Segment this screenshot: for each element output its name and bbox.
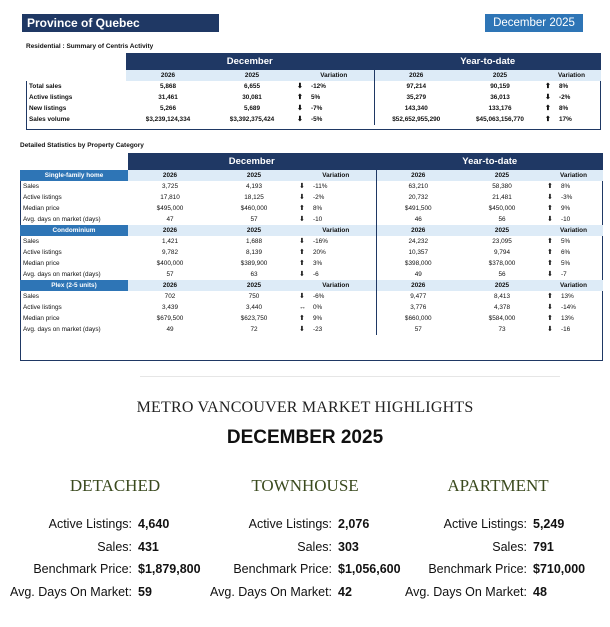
value-cell: 23,095	[492, 238, 512, 245]
variation-value: 8%	[313, 205, 323, 212]
value-cell: 47	[166, 216, 174, 223]
value-cell: 4,378	[494, 304, 510, 311]
value-cell: 9,782	[162, 249, 178, 256]
arrow-up-icon: ⬆	[547, 249, 553, 256]
value-cell: 63,210	[376, 181, 460, 192]
arrow-up-icon: ⬆	[547, 183, 553, 190]
value-cell: 21,481	[492, 194, 512, 201]
arrow-down-icon: ⬇	[299, 216, 305, 223]
table-row	[20, 302, 603, 313]
variation-value: 3%	[313, 260, 323, 267]
stat-active	[6, 517, 169, 531]
arrow-up-icon: ⬆	[545, 83, 551, 90]
column-header: Variation	[544, 170, 603, 181]
value-cell: 9,477	[376, 291, 460, 302]
table-row	[20, 203, 603, 214]
stat-value: $710,000	[533, 562, 586, 576]
value-cell: $660,000	[376, 313, 460, 324]
stat-benchmark	[210, 562, 401, 576]
variation-cell	[296, 181, 376, 192]
variation-value: -5%	[311, 116, 323, 123]
arrow-down-icon: ⬇	[297, 83, 303, 90]
stat-label: Avg. Days On Market:	[210, 584, 333, 599]
arrow-up-icon: ⬆	[299, 315, 305, 322]
row-label: Active listings	[29, 94, 73, 101]
arrow-down-icon: ⬇	[299, 271, 305, 278]
residential-section-title: Residential : Summary of Centris Activity	[26, 43, 154, 50]
value-cell: $460,000	[240, 205, 268, 212]
value-cell: 18,125	[244, 194, 264, 201]
stat-value: 2,076	[338, 517, 370, 531]
column-header: 2026	[376, 225, 460, 236]
column-header: 2025	[460, 225, 544, 236]
variation-value: 8%	[561, 183, 571, 190]
value-cell: 1,421	[162, 238, 178, 245]
row-label: New listings	[29, 105, 67, 112]
arrow-down-icon: ⬇	[299, 326, 305, 333]
variation-value: -16	[561, 326, 571, 333]
value-cell: 143,340	[374, 103, 458, 114]
value-cell: 3,725	[162, 183, 178, 190]
value-cell: $389,900	[240, 260, 268, 267]
table-row	[20, 258, 603, 269]
group-header-december: December	[128, 153, 376, 170]
column-header: 2025	[212, 280, 296, 291]
table-row	[26, 103, 601, 114]
variation-cell	[544, 236, 603, 247]
value-cell: 8,413	[494, 293, 510, 300]
row-label: Median price	[23, 260, 60, 267]
row-label: Sales volume	[29, 116, 70, 123]
column-header: 2026	[128, 280, 212, 291]
value-cell: $45,063,156,770	[476, 116, 524, 123]
variation-value: -7	[561, 271, 567, 278]
stat-sales	[6, 540, 159, 554]
value-cell: $3,239,124,334	[145, 116, 191, 123]
arrow-down-icon: ⬇	[547, 326, 553, 333]
group-header-ytd: Year-to-date	[376, 153, 603, 170]
variation-value: 13%	[561, 293, 574, 300]
table-row	[20, 313, 603, 324]
value-cell: 49	[166, 326, 174, 333]
stat-value: 431	[138, 539, 159, 554]
stat-label: Sales:	[97, 539, 132, 554]
table-row	[20, 247, 603, 258]
variation-value: -12%	[311, 83, 326, 90]
stat-active	[210, 517, 369, 531]
stat-benchmark	[6, 562, 201, 576]
value-cell: 46	[376, 214, 460, 225]
stat-benchmark	[403, 562, 585, 576]
stat-label: Active Listings:	[248, 517, 332, 531]
table-row	[20, 269, 603, 280]
stat-value: 791	[533, 539, 554, 554]
variation-cell	[544, 192, 603, 203]
value-cell: $679,500	[156, 315, 184, 322]
value-cell: 17,810	[160, 194, 180, 201]
value-cell: $623,750	[240, 315, 268, 322]
category-header: Plex (2-5 units)	[20, 280, 128, 291]
variation-cell	[296, 324, 376, 335]
category-header: Single-family home	[20, 170, 128, 181]
variation-value: 20%	[313, 249, 326, 256]
stat-label: Avg. Days On Market:	[9, 584, 132, 599]
table-row	[26, 81, 601, 92]
variation-cell	[296, 291, 376, 302]
arrow-up-icon: ⬆	[547, 260, 553, 267]
variation-value: 8%	[559, 83, 569, 90]
property-type-heading: DETACHED	[69, 476, 161, 495]
variation-value: 5%	[561, 260, 571, 267]
value-cell: 1,688	[246, 238, 262, 245]
variation-value: 17%	[559, 116, 572, 123]
value-cell: 10,357	[376, 247, 460, 258]
table-row	[20, 291, 603, 302]
variation-value: 9%	[561, 205, 571, 212]
variation-value: 8%	[559, 105, 569, 112]
column-header: Variation	[544, 280, 603, 291]
variation-cell	[296, 236, 376, 247]
stat-value: 4,640	[138, 517, 170, 531]
variation-cell	[544, 258, 603, 269]
detailed-statistics-table	[20, 153, 603, 335]
variation-value: -2%	[313, 194, 325, 201]
arrow-up-icon: ⬆	[545, 116, 551, 123]
column-header: 2026	[126, 70, 210, 81]
variation-cell	[296, 247, 376, 258]
group-header-december: December	[126, 53, 374, 70]
arrow-up-icon: ⬆	[547, 315, 553, 322]
table-row	[20, 181, 603, 192]
arrow-up-icon: ⬆	[545, 105, 551, 112]
value-cell: 56	[498, 271, 506, 278]
group-header-ytd: Year-to-date	[374, 53, 601, 70]
value-cell: 20,732	[376, 192, 460, 203]
stat-dom	[6, 585, 152, 599]
variation-cell	[544, 247, 603, 258]
row-label: Sales	[23, 238, 39, 245]
value-cell: 5,689	[244, 105, 260, 112]
value-cell: 97,214	[374, 81, 458, 92]
column-header: 2025	[212, 225, 296, 236]
arrow-down-icon: ⬇	[547, 271, 553, 278]
variation-value: -10	[313, 216, 323, 223]
value-cell: 702	[164, 293, 176, 300]
row-label: Sales	[23, 293, 39, 300]
category-header-blank	[26, 70, 126, 81]
table-row	[26, 114, 601, 125]
stat-label: Benchmark Price:	[33, 562, 132, 576]
arrow-up-icon: ⬆	[299, 249, 305, 256]
column-header: 2025	[210, 70, 294, 81]
arrow-up-icon: ⬆	[547, 238, 553, 245]
property-type-heading: TOWNHOUSE	[251, 476, 359, 495]
value-cell: 133,176	[488, 105, 512, 112]
value-cell: 24,232	[376, 236, 460, 247]
column-header: Variation	[296, 170, 376, 181]
variation-cell	[544, 313, 603, 324]
stat-dom	[403, 585, 547, 599]
divider	[140, 376, 560, 377]
variation-cell	[542, 81, 601, 92]
value-cell: 6,655	[244, 83, 260, 90]
arrow-down-icon: ⬇	[299, 183, 305, 190]
arrow-down-icon: ⬇	[299, 293, 305, 300]
arrow-down-icon: ⬇	[297, 116, 303, 123]
value-cell: 57	[376, 324, 460, 335]
value-cell: $584,000	[488, 315, 516, 322]
stat-dom	[210, 585, 352, 599]
value-cell: 35,279	[374, 92, 458, 103]
variation-cell	[544, 324, 603, 335]
stat-label: Benchmark Price:	[233, 562, 332, 576]
value-cell: 8,139	[246, 249, 262, 256]
variation-cell	[544, 181, 603, 192]
table-row	[26, 92, 601, 103]
arrow-up-icon: ⬆	[299, 205, 305, 212]
row-label: Active listings	[23, 249, 62, 256]
value-cell: $398,000	[376, 258, 460, 269]
arrow-down-icon: ⬇	[545, 94, 551, 101]
variation-cell	[542, 103, 601, 114]
variation-value: 9%	[313, 315, 323, 322]
value-cell: 72	[250, 326, 258, 333]
variation-value: 13%	[561, 315, 574, 322]
column-header: Variation	[294, 70, 374, 81]
column-header: 2025	[460, 280, 544, 291]
stat-value: 48	[533, 584, 547, 599]
table-row	[20, 324, 603, 335]
stat-sales	[403, 540, 554, 554]
row-label: Avg. days on market (days)	[23, 271, 101, 278]
category-header: Condominium	[20, 225, 128, 236]
stat-active	[403, 517, 564, 531]
value-cell: 3,439	[162, 304, 178, 311]
stat-sales	[210, 540, 359, 554]
stat-value: $1,879,800	[138, 562, 201, 576]
table-row	[20, 214, 603, 225]
value-cell: 57	[166, 271, 174, 278]
arrow-down-icon: ⬇	[547, 194, 553, 201]
column-header: 2026	[376, 170, 460, 181]
value-cell: 63	[250, 271, 258, 278]
arrow-up-icon: ⬆	[299, 260, 305, 267]
column-header: 2026	[128, 170, 212, 181]
value-cell: 9,794	[494, 249, 510, 256]
stat-label: Active Listings:	[443, 517, 527, 531]
variation-value: -11%	[313, 183, 328, 190]
value-cell: 3,776	[376, 302, 460, 313]
column-header: Variation	[296, 225, 376, 236]
row-label: Active listings	[23, 304, 62, 311]
variation-cell	[542, 114, 601, 125]
variation-value: 0%	[313, 304, 323, 311]
value-cell: 58,380	[492, 183, 512, 190]
value-cell: 57	[250, 216, 258, 223]
variation-value: 6%	[561, 249, 571, 256]
stat-value: 5,249	[533, 517, 565, 531]
arrow-up-icon: ⬆	[547, 293, 553, 300]
arrow-down-icon: ⬇	[297, 105, 303, 112]
arrow-up-icon: ⬆	[297, 94, 303, 101]
arrow-down-icon: ⬇	[547, 304, 553, 311]
residential-summary-table	[26, 53, 601, 125]
variation-cell	[294, 81, 374, 92]
variation-cell	[296, 192, 376, 203]
variation-value: 5%	[311, 94, 321, 101]
variation-cell	[294, 92, 374, 103]
variation-cell	[296, 269, 376, 280]
value-cell: 4,193	[246, 183, 262, 190]
stat-value: 42	[338, 584, 352, 599]
variation-value: -16%	[313, 238, 328, 245]
variation-value: 5%	[561, 238, 571, 245]
variation-cell	[296, 214, 376, 225]
stat-label: Benchmark Price:	[428, 562, 527, 576]
stat-value: 59	[138, 584, 152, 599]
stat-label: Sales:	[492, 539, 527, 554]
row-label: Active listings	[23, 194, 62, 201]
property-type-heading: APARTMENT	[447, 476, 549, 495]
detailed-section-title: Detailed Statistics by Property Category	[20, 142, 144, 149]
column-header: 2026	[374, 70, 458, 81]
stat-value: $1,056,600	[338, 562, 401, 576]
variation-cell	[294, 114, 374, 125]
stat-label: Active Listings:	[48, 517, 132, 531]
stat-label: Avg. Days On Market:	[404, 584, 527, 599]
variation-value: -3%	[561, 194, 573, 201]
variation-cell	[294, 103, 374, 114]
variation-cell	[544, 269, 603, 280]
value-cell: 31,461	[158, 94, 178, 101]
arrow-both-icon: ↔	[299, 304, 306, 311]
vancouver-subtitle: DECEMBER 2025	[226, 427, 384, 448]
arrow-up-icon: ⬆	[547, 205, 553, 212]
arrow-down-icon: ⬇	[547, 216, 553, 223]
variation-cell	[296, 203, 376, 214]
column-header: 2026	[376, 280, 460, 291]
value-cell: 3,440	[246, 304, 262, 311]
value-cell: 5,266	[160, 105, 176, 112]
table-row	[20, 236, 603, 247]
value-cell: $450,000	[488, 205, 516, 212]
arrow-down-icon: ⬇	[299, 194, 305, 201]
province-title: Province of Quebec	[22, 14, 219, 32]
variation-cell	[542, 92, 601, 103]
variation-cell	[296, 313, 376, 324]
row-label: Avg. days on market (days)	[23, 216, 101, 223]
arrow-down-icon: ⬇	[299, 238, 305, 245]
variation-cell	[544, 203, 603, 214]
value-cell: 750	[248, 293, 260, 300]
variation-value: -6%	[313, 293, 325, 300]
variation-cell	[296, 302, 376, 313]
value-cell: 36,013	[490, 94, 510, 101]
value-cell: 90,159	[490, 83, 510, 90]
variation-value: -10	[561, 216, 571, 223]
value-cell: 5,868	[160, 83, 176, 90]
column-header: Variation	[544, 225, 603, 236]
value-cell: 49	[376, 269, 460, 280]
value-cell: $52,652,955,290	[374, 114, 458, 125]
stat-label: Sales:	[297, 539, 332, 554]
variation-value: -2%	[559, 94, 571, 101]
table-row	[20, 192, 603, 203]
variation-cell	[544, 302, 603, 313]
row-label: Median price	[23, 205, 60, 212]
value-cell: $3,392,375,424	[229, 116, 275, 123]
column-header: 2025	[212, 170, 296, 181]
value-cell: $491,500	[376, 203, 460, 214]
period-badge: December 2025	[485, 14, 583, 32]
variation-value: -23	[313, 326, 323, 333]
variation-cell	[544, 214, 603, 225]
row-label: Sales	[23, 183, 39, 190]
value-cell: $378,000	[488, 260, 516, 267]
variation-value: -6	[313, 271, 319, 278]
column-header: 2025	[458, 70, 542, 81]
variation-value: -14%	[561, 304, 576, 311]
value-cell: $495,000	[156, 205, 184, 212]
value-cell: 73	[498, 326, 506, 333]
column-header: Variation	[296, 280, 376, 291]
variation-cell	[544, 291, 603, 302]
row-label: Median price	[23, 315, 60, 322]
column-header: 2025	[460, 170, 544, 181]
stat-value: 303	[338, 539, 359, 554]
variation-value: -7%	[311, 105, 323, 112]
column-header: 2026	[128, 225, 212, 236]
vancouver-title: METRO VANCOUVER MARKET HIGHLIGHTS	[136, 399, 474, 416]
column-header: Variation	[542, 70, 601, 81]
variation-cell	[296, 258, 376, 269]
value-cell: 56	[498, 216, 506, 223]
value-cell: $400,000	[156, 260, 184, 267]
row-label: Avg. days on market (days)	[23, 326, 101, 333]
value-cell: 30,081	[242, 94, 262, 101]
row-label: Total sales	[29, 83, 62, 90]
